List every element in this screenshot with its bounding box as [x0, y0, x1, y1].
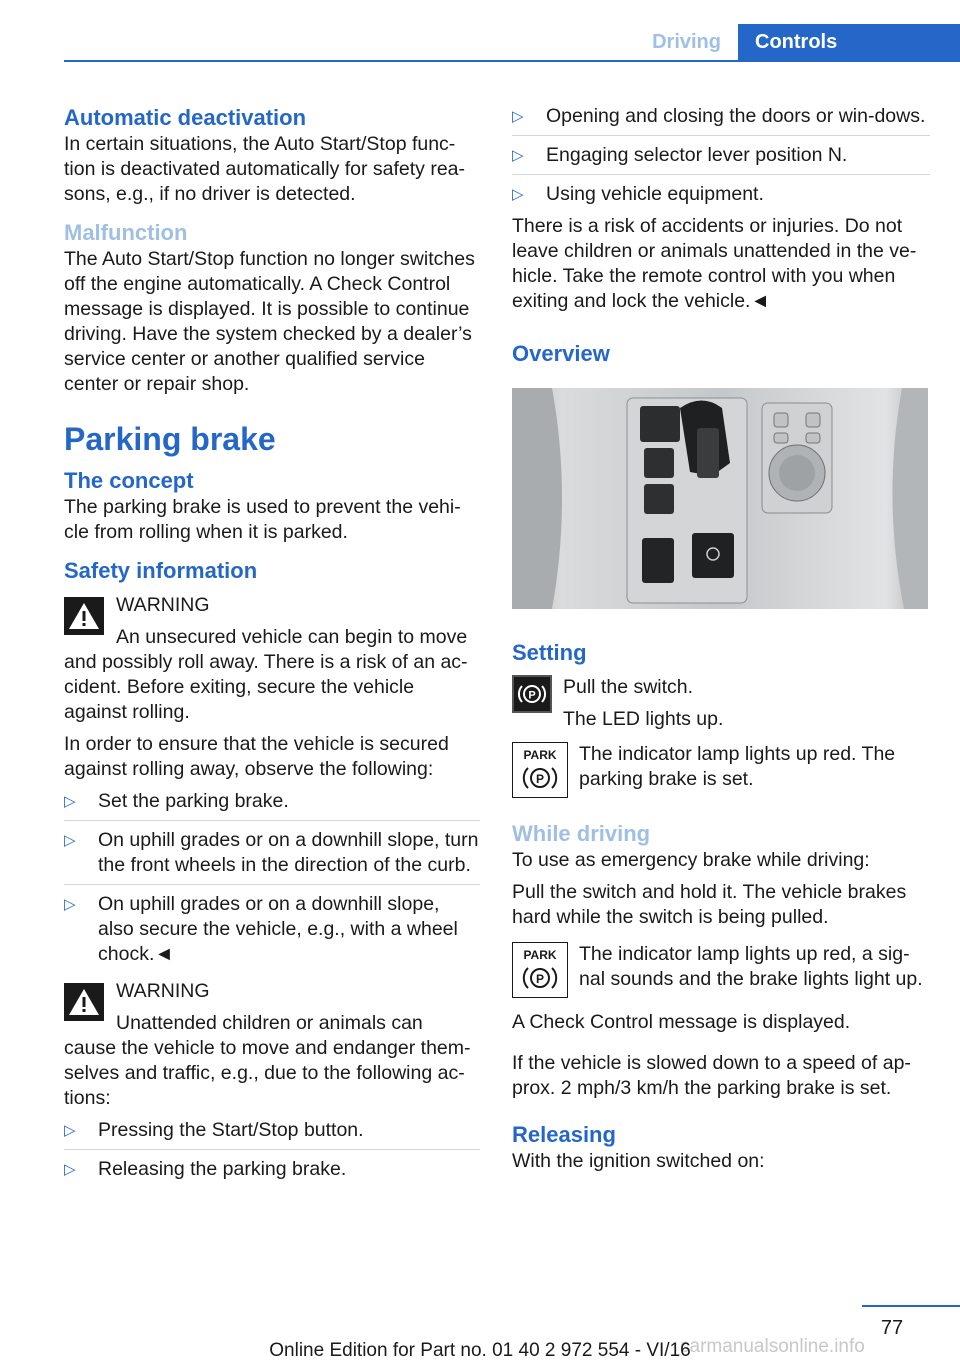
chapter-label: Controls [738, 24, 960, 61]
warning-triangle-icon [64, 983, 104, 1021]
slowed-text: If the vehicle is slowed down to a speed of ap‐prox. 2 mph/3 km/h the parking brake is set. [512, 1052, 911, 1099]
page-number: 77 [880, 1317, 904, 1339]
while-driving-heading: While driving [512, 821, 651, 846]
page-header [635, 24, 960, 61]
footer-rule [862, 1305, 960, 1307]
warning-triangle-icon [64, 597, 104, 635]
auto-deactivation-text: In certain situations, the Auto Start/Stop func‐tion is deactivated automatically for safety rea‐sons, e.g., if no driver is detected. [64, 133, 466, 205]
malfunction-text: The Auto Start/Stop function no longer switches off the engine automatically. A Check Control message is displayed. It is possible to continue driving. Have the system checked by a dealer’s service center or another qualified service center or repair shop. [64, 248, 475, 395]
parking-brake-switch-icon [512, 675, 552, 713]
watermark: carmanualsonline.info [680, 1336, 865, 1357]
list-item: ▷ On uphill grades or on a downhill slope, turn the front wheels in the direction of the curb. [64, 828, 480, 885]
ignition-text: With the ignition switched on: [512, 1150, 765, 1172]
list-item: ▷ Pressing the Start/Stop button. [64, 1118, 480, 1150]
warning-title: WARNING [116, 594, 210, 616]
auto-deactivation-heading: Automatic deactivation [64, 105, 307, 130]
setting-pull-text: Pull the switch. [563, 676, 694, 698]
triangle-bullet-icon: ▷ [512, 147, 524, 164]
svg-text:PARK: PARK [523, 948, 557, 962]
secure-intro-text: In order to ensure that the vehicle is secured against rolling away, observe the following: [64, 733, 449, 780]
list-item: ▷ Set the parking brake. [64, 789, 480, 821]
secure-list [64, 789, 480, 967]
triangle-bullet-icon: ▷ [64, 1161, 76, 1178]
hold-text: Pull the switch and hold it. The vehicle brakes hard while the switch is being pulled. [512, 881, 907, 928]
setting-switch-row [512, 675, 930, 732]
warning-body: Unattended children or animals can cause the vehicle to move and endanger them‐selves and traffic, e.g., due to the following ac‐tions: [64, 1012, 471, 1109]
svg-text:P: P [535, 772, 545, 786]
edition-text: Online Edition for Part no. 01 40 2 972 554 - VI/16 [269, 1340, 691, 1361]
parking-brake-heading: Parking brake [64, 421, 276, 457]
action-list [64, 1118, 480, 1182]
list-item: ▷ On uphill grades or on a downhill slope, also secure the vehicle, e.g., with a wheel chock.◄ [64, 893, 458, 965]
center-console-photo [512, 388, 928, 609]
list-item: ▷ Releasing the parking brake. [64, 1158, 347, 1180]
risk-text: There is a risk of accidents or injuries. Do not leave children or animals unattended in the ve‐hicle. Take the remote control with you when exiting and lock the vehicle.◄ [512, 215, 917, 312]
indicator-row-1 [512, 742, 930, 800]
warning-block-2 [64, 979, 480, 1111]
triangle-bullet-icon: ▷ [512, 186, 524, 203]
list-item: ▷ Engaging selector lever position N. [512, 143, 930, 175]
left-column [64, 104, 480, 1189]
svg-text:P: P [528, 689, 536, 702]
triangle-bullet-icon: ▷ [64, 832, 76, 849]
malfunction-heading: Malfunction [64, 220, 188, 245]
safety-heading: Safety information [64, 558, 258, 583]
indicator-red-text: The indicator lamp lights up red. The parking brake is set. [579, 743, 896, 790]
overview-heading: Overview [512, 341, 610, 366]
park-indicator-icon [512, 942, 568, 998]
action-list-continued [512, 104, 930, 207]
triangle-bullet-icon: ▷ [64, 793, 76, 810]
setting-led-text: The LED lights up. [563, 708, 724, 730]
list-item: ▷ Using vehicle equipment. [512, 183, 764, 205]
svg-text:PARK: PARK [523, 748, 557, 762]
svg-text:P: P [535, 972, 545, 986]
list-item: ▷ Opening and closing the doors or win‐dows. [512, 104, 930, 136]
emergency-text: To use as emergency brake while driving: [512, 849, 870, 871]
concept-text: The parking brake is used to prevent the vehi‐cle from rolling when it is parked. [64, 496, 461, 543]
park-indicator-icon [512, 742, 568, 798]
releasing-heading: Releasing [512, 1122, 616, 1147]
triangle-bullet-icon: ▷ [64, 896, 76, 913]
warning-title: WARNING [116, 980, 210, 1002]
warning-body: An unsecured vehicle can begin to move and possibly roll away. There is a risk of an ac‐cident. Before exiting, secure the vehicle against rolling. [64, 626, 468, 723]
setting-heading: Setting [512, 640, 587, 665]
right-column [512, 104, 930, 1181]
triangle-bullet-icon: ▷ [64, 1122, 76, 1139]
indicator-row-2 [512, 942, 930, 1000]
section-label: Driving [652, 31, 721, 53]
triangle-bullet-icon: ▷ [512, 108, 524, 125]
header-rule [64, 60, 960, 62]
check-control-text: A Check Control message is displayed. [512, 1011, 851, 1033]
concept-heading: The concept [64, 468, 194, 493]
indicator-signal-text: The indicator lamp lights up red, a sig‐nal sounds and the brake lights light up. [579, 943, 923, 990]
warning-block-1 [64, 593, 480, 725]
